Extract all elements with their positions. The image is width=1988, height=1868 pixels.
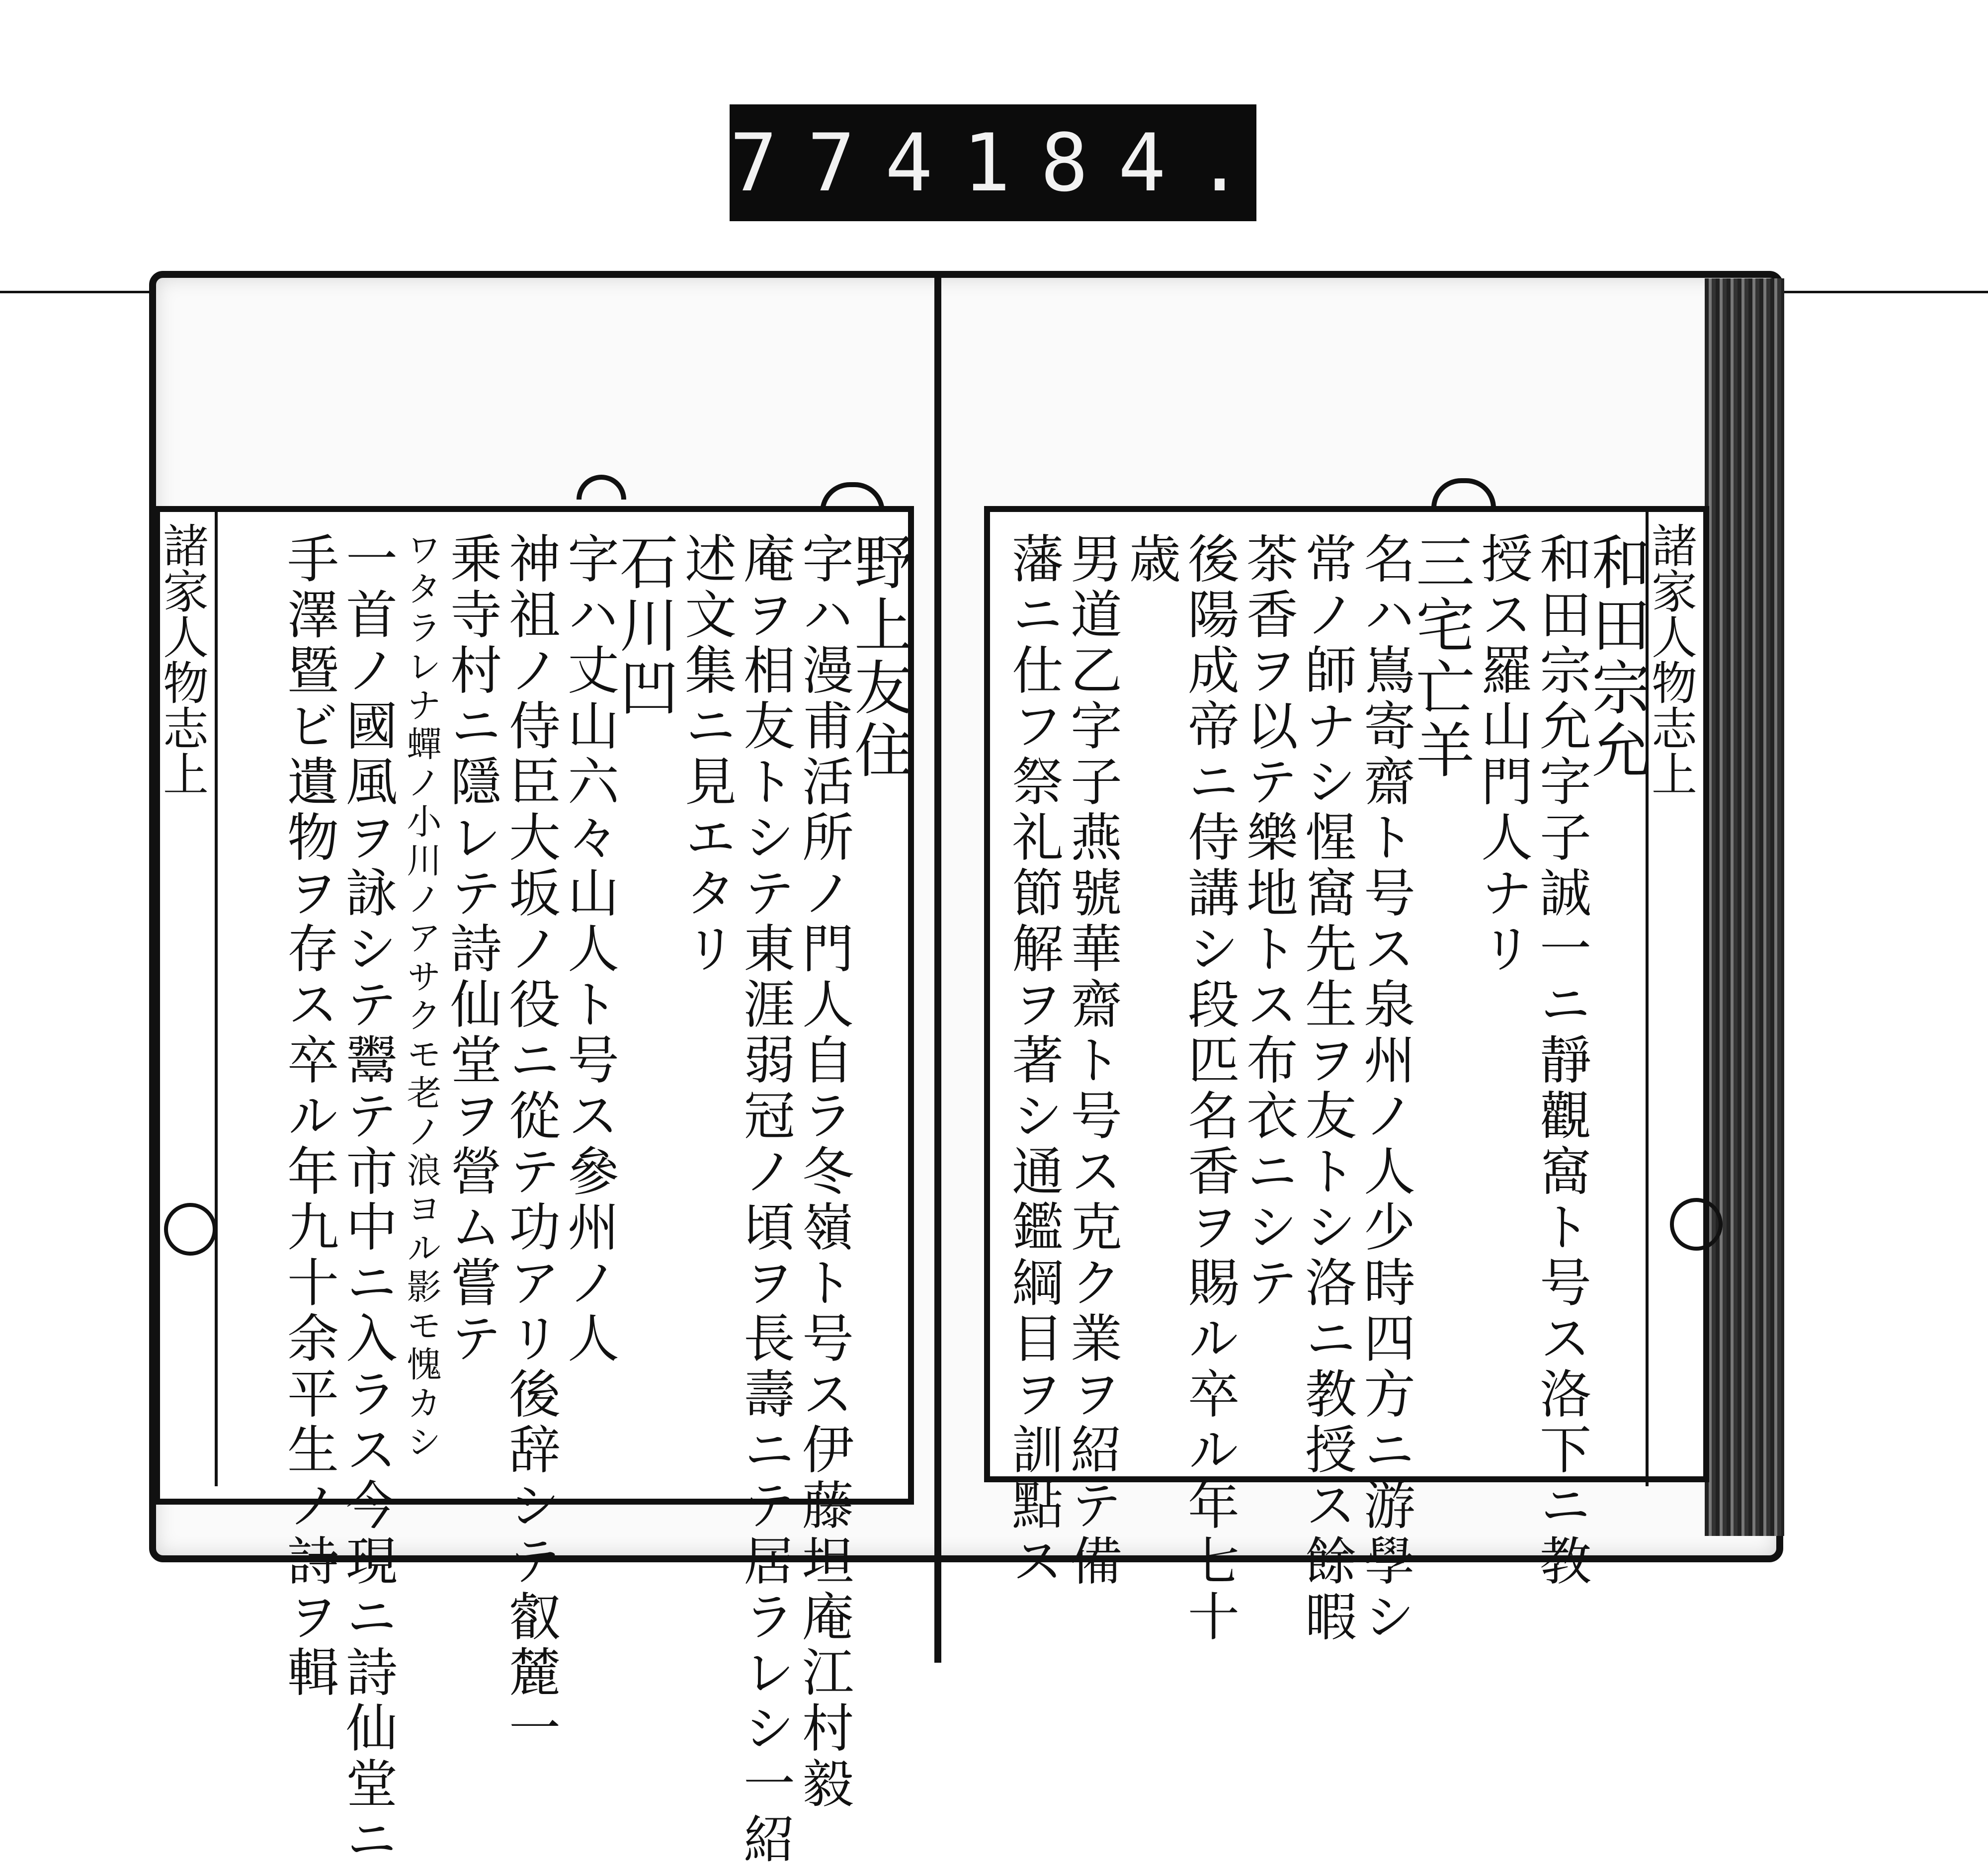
text-column: 常ノ師ナシ惺窩先生ヲ友トシ洛ニ教授ス餘暇 <box>1296 532 1357 1645</box>
text-column: 後陽成帝ニ侍講シ段匹名香ヲ賜ル卒ル年七十 <box>1179 532 1240 1645</box>
left-page-running-title: 諸家人物志上 <box>160 512 218 1486</box>
entry-heading: 石川凹 <box>610 532 678 720</box>
frame-number: 184. <box>962 116 1274 209</box>
entry-heading: 三宅亡羊 <box>1406 532 1475 782</box>
fold-notch-icon <box>164 1203 217 1256</box>
text-column: 乗寺村ニ隱レテ詩仙堂ヲ營ム嘗テ <box>441 532 502 1367</box>
text-column: 庵ヲ相友トシテ東涯弱冠ノ頃ヲ長壽ニテ居ラレシ一紹 <box>735 532 795 1868</box>
book-spine <box>934 271 941 1663</box>
text-column: 字ハ漫甫活所ノ門人自ラ冬嶺ト号ス伊藤坦庵江村毅 <box>793 532 854 1812</box>
entry-heading: 和田宗允 <box>1582 532 1651 782</box>
text-column: 茶香ヲ以テ樂地トス布衣ニシテ <box>1238 532 1298 1311</box>
text-column: 和田宗允字子誠一ニ靜觀窩ト号ス洛下ニ教 <box>1531 532 1591 1590</box>
right-page-frame <box>984 506 1709 1645</box>
text-column: 神祖ノ侍臣大坂ノ役ニ從テ功アリ後辞シテ叡麓一 <box>500 532 561 1757</box>
right-page-running-title: 諸家人物志上 <box>1646 512 1703 1486</box>
text-column: 藩ニ仕フ祭礼節解ヲ著シ通鑑綱目ヲ訓點ス <box>1003 532 1064 1590</box>
text-column: 男道乙字子燕號華齋ト号ス克ク業ヲ紹テ備 <box>1062 532 1122 1590</box>
reel-number: 774 <box>730 116 963 209</box>
entry-heading: 野上友住 <box>844 532 913 782</box>
text-column: 名ハ嶌寄齋ト号ス泉州ノ人少時四方ニ游學シ <box>1355 532 1415 1645</box>
text-column: 授ス羅山門人ナリ <box>1472 532 1533 977</box>
text-column: 歳 <box>1120 532 1181 588</box>
fold-notch-icon <box>1670 1198 1723 1251</box>
text-column: 述文集ニ見エタリ <box>676 532 737 977</box>
left-page-text <box>156 512 913 1868</box>
text-column: 字ハ丈山六々山人ト号ス參州ノ人 <box>559 532 619 1367</box>
text-column: 一首ノ國風ヲ詠シテ鬻テ市中ニ入ラス今現ニ詩仙堂ニ <box>337 532 398 1868</box>
page-edges <box>1705 278 1784 1536</box>
poem-column: ワタラレナ蟬ノ小川ノアサクモ老ノ浪ヨル影モ愧カシ <box>401 532 442 1462</box>
right-page-text <box>990 512 1703 1645</box>
microfilm-frame-label <box>730 104 1274 221</box>
text-column: 手澤暨ビ遺物ヲ存ス卒ル年九十余平生ノ詩ヲ輯 <box>278 532 339 1701</box>
left-page-frame <box>154 506 914 1868</box>
